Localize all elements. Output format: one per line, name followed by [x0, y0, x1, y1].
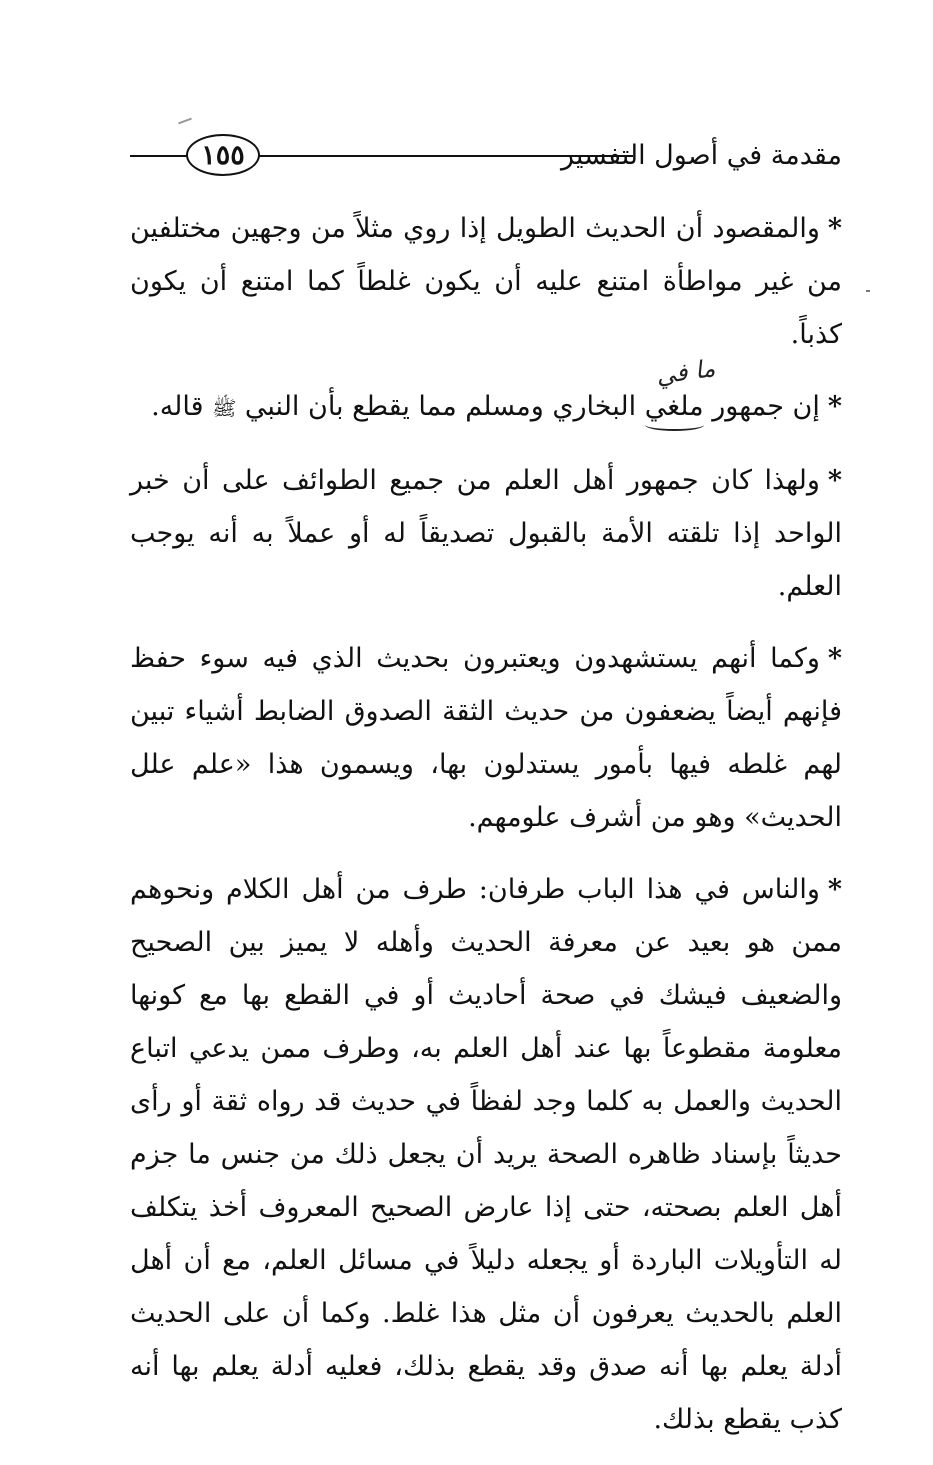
- page-body: [130, 202, 842, 1465]
- bullet-star: *: [827, 465, 842, 496]
- bullet-star: *: [827, 391, 842, 422]
- scan-mark: [178, 118, 192, 125]
- bullet-star: *: [827, 643, 842, 674]
- paragraph-1: [130, 202, 842, 361]
- paragraph-3: [130, 454, 842, 613]
- paragraph-text: وكما أنهم يستشهدون ويعتبرون بحديث الذي فيه سوء حفظ فإنهم أيضاً يضعفون من حديث الثقة الصدوق الضابط أشياء تبين لهم غلطه فيها بأمور يستدلون بها، ويسمون هذا «علم علل الحديث» وهو من أشرف علومهم.: [130, 643, 842, 833]
- paragraph-text: والناس في هذا الباب طرفان: طرف من أهل الكلام ونحوهم ممن هو بعيد عن معرفة الحديث وأهله لا يميز بين الصحيح والضعيف فيشك في صحة أحاديث أو في القطع بها مع كونها معلومة مقطوعاً بها عند أهل العلم به، وطرف ممن يدعي اتباع الحديث والعمل به كلما وجد لفظاً في حديث قد رواه ثقة أو رأى حديثاً بإسناد ظاهره الصحة يريد أن يجعل ذلك من جنس ما جزم أهل العلم بصحته، حتى إذا عارض الصحيح المعروف أخذ يتكلف له التأويلات الباردة أو يجعله دليلاً في مسائل العلم، مع أن أهل العلم بالحديث يعرفون أن مثل هذا غلط. وكما أن على الحديث أدلة يعلم بها أنه صدق وقد يقطع بذلك، فعليه أدلة يعلم بها أنه كذب يقطع بذلك.: [130, 874, 842, 1435]
- handwritten-note: ما في: [654, 354, 718, 390]
- paragraph-5: [130, 863, 842, 1446]
- paragraph-text: ولهذا كان جمهور أهل العلم من جميع الطوائف على أن خبر الواحد إذا تلقته الأمة بالقبول تصديقاً له أو عملاً به أنه يوجب العلم.: [130, 465, 842, 602]
- paragraph-text-end: قاله.: [151, 391, 204, 422]
- bullet-star: *: [827, 874, 842, 905]
- page-header: [130, 128, 842, 184]
- paragraph-text-start: إن جمهور: [712, 391, 820, 422]
- paragraph-text: والمقصود أن الحديث الطويل إذا روي مثلاً من وجهين مختلفين من غير مواطأة امتنع عليه أن يكون غلطاً كما امتنع أن يكون كذباً.: [130, 213, 842, 350]
- page-number-oval: [186, 134, 260, 176]
- annotated-word: [644, 354, 718, 433]
- page-number: ١٥٥: [201, 139, 245, 171]
- underlined-word: ملغي: [644, 391, 704, 422]
- bullet-star: *: [827, 213, 842, 244]
- header-rule-left: [130, 155, 188, 157]
- handwritten-underline: [645, 419, 704, 431]
- honorific-glyph: ﷺ: [212, 396, 237, 420]
- paragraph-4: [130, 632, 842, 844]
- book-title: مقدمة في أصول التفسير: [560, 140, 842, 171]
- paragraph-text-middle: البخاري ومسلم مما يقطع بأن النبي: [244, 391, 637, 422]
- scan-speck: [866, 290, 870, 292]
- paragraph-2: [130, 354, 842, 435]
